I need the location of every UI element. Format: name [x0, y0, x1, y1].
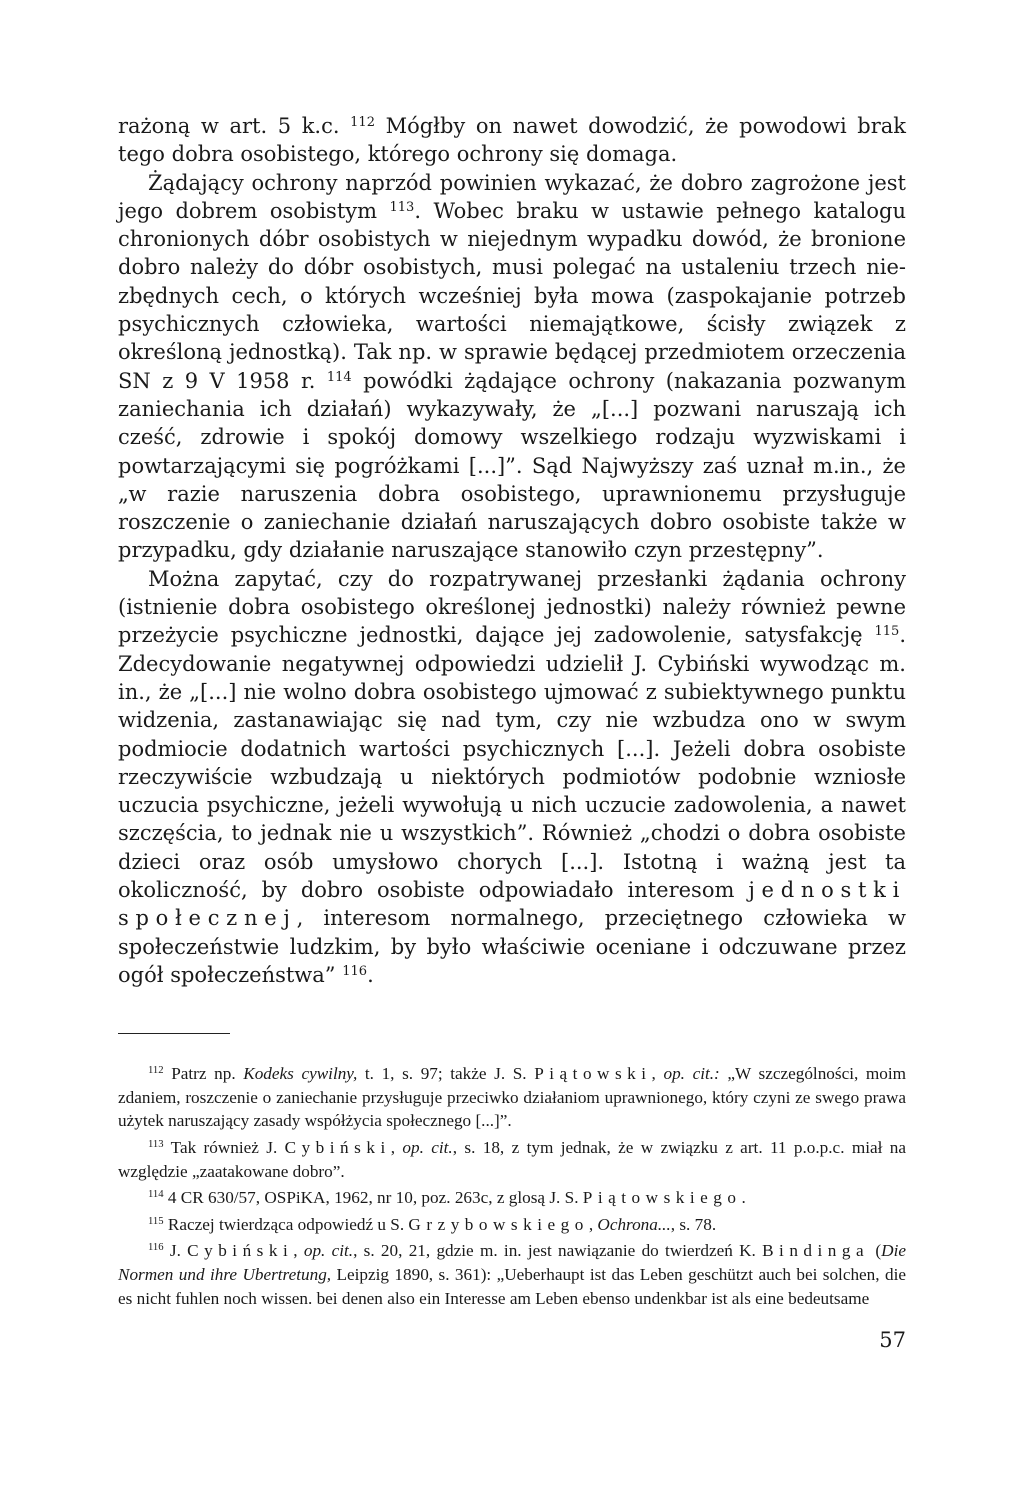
text-run: Można zapytać, czy do rozpatrywanej przesłanki żądania ochrony (istnienie dobra osobistego określonej jednostki) należy również pewne przeżycie psychiczne jednostki, dające jej zadowolenie, satysfakcję — [118, 566, 906, 648]
footnote-ref: 116 — [148, 1242, 164, 1254]
spaced-name: Piątowski — [534, 1064, 652, 1084]
text-run: , — [293, 1241, 304, 1261]
text-run: , — [390, 1137, 403, 1157]
text-column — [118, 112, 906, 1310]
text-run: Patrz np. — [163, 1064, 244, 1084]
text-run: , s. 18, z tym jednak, że w związku z art. 11 p.o.p.c. miał na względzie „zaatakowane dobro”. — [118, 1137, 906, 1181]
paragraph — [118, 112, 906, 169]
footnote-ref: 115 — [874, 624, 900, 640]
footnote-ref: 112 — [350, 114, 375, 130]
footnote — [118, 1186, 906, 1210]
paragraph — [118, 169, 906, 565]
text-run: , s. 20, 21, gdzie m. in. jest nawiązanie do twierdzeń K. — [353, 1241, 763, 1261]
footnote-ref: 114 — [148, 1189, 164, 1201]
text-run: ( — [869, 1241, 882, 1261]
text-run: , interesom normalnego, przeciętnego człowieka w społeczeństwie ludzkim, by było właściwie oceniane i odczuwane przez ogół społeczeństwa” — [118, 906, 906, 987]
text-run: J. — [163, 1241, 188, 1261]
footnote-separator — [118, 1033, 230, 1034]
spaced-name: jednostki społecznej — [118, 878, 906, 931]
text-run: „W szczególności, moim zdaniem, roszczenie o zaniechanie przysługuje przeciwko działaniom uprawnionego, który czyni ze swego prawa użytek naruszający zasady współżycia społecznego [...]”. — [118, 1064, 906, 1131]
spaced-name: Piątowskiego — [582, 1188, 742, 1208]
italic-text: op. cit. — [303, 1241, 354, 1261]
text-run: Żądający ochrony naprzód powinien wykazać, że dobro zagrożone jest jego dobrem osobistym — [118, 170, 906, 223]
text-run: , s. 78. — [670, 1214, 717, 1234]
italic-text: op. cit.: — [663, 1064, 720, 1084]
footnotes — [118, 1062, 906, 1310]
paragraph — [118, 565, 906, 989]
footnote-ref: 114 — [326, 369, 352, 385]
text-run: Mógłby on nawet dowodzić, że powodowi brak tego dobra osobistego, którego ochrony się domaga. — [118, 114, 906, 167]
text-run: rażoną w art. 5 k.c. — [118, 114, 351, 138]
text-run: Tak również J. — [163, 1137, 285, 1157]
spaced-name: Cybiński — [284, 1137, 391, 1157]
italic-text: op. cit. — [402, 1137, 453, 1157]
footnote-ref: 113 — [148, 1139, 164, 1151]
text-run: Raczej twierdząca odpowiedź u S. — [163, 1214, 409, 1234]
text-run: . — [741, 1188, 746, 1208]
text-run: . — [367, 962, 374, 987]
text-run: , — [588, 1214, 598, 1234]
text-run: . Wobec braku w ustawie pełnego katalogu chronionych dóbr osobistych w niejednym wypadku dowód, że bronione dobro należy do dóbr osobistych, musi polegać na ustaleniu trzech niezbędnych cech, o których wcześniej była mowa (zaspokajanie potrzeb psychicznych człowieka, wartości niemajątkowe, ścisły związek z określoną jednostką). Tak np. w sprawie będącej przedmiotem orzeczenia SN z 9 V 1958 r. — [118, 198, 906, 393]
spaced-name: Bindinga — [762, 1241, 870, 1261]
text-run: , — [651, 1064, 664, 1084]
italic-text: Die Normen und ihre Ubertretung, — [118, 1241, 906, 1284]
spaced-name: Grzybowskiego — [408, 1214, 589, 1234]
footnote — [118, 1213, 906, 1237]
italic-text: Kodeks cywilny, — [243, 1064, 358, 1084]
footnote-ref: 115 — [148, 1215, 164, 1227]
footnote — [118, 1136, 906, 1183]
text-run: 4 CR 630/57, OSPiKA, 1962, nr 10, poz. 263c, z glosą J. S. — [163, 1188, 583, 1208]
footnote-ref: 116 — [342, 963, 368, 979]
page-number: 57 — [879, 1328, 906, 1352]
footnote-ref: 112 — [148, 1065, 164, 1077]
footnote — [118, 1062, 906, 1133]
text-run: Leipzig 1890, s. 361): „Ueberhaupt ist das Leben geschützt auch bei solchen, die es nicht fuhlen noch wissen. bei denen also ein Interesse am Leben ebenso undenkbar ist als eine bedeutsame — [118, 1264, 906, 1308]
spaced-name: Cybiński — [187, 1241, 294, 1261]
text-run: powódki żądające ochrony (nakazania pozwanym zaniechania ich działań) wykazywały, że „[...] pozwani naruszają ich cześć, zdrowie i spokój domowy wszelkiego rodzaju wyzwiskami i powtarzającymi się pogróżkami [...]”. Sąd Najwyższy zaś uznał m.in., że „w razie naruszenia dobra osobistego, uprawnionemu przysługuje roszczenie o zaniechanie działań naruszających dobro osobiste także w przypadku, gdy działanie naruszające stanowiło czyn przestępny”. — [118, 368, 906, 563]
footnote-ref: 113 — [389, 199, 415, 215]
main-text — [118, 112, 906, 989]
text-run: . Zdecydowanie negatywnej odpowiedzi udzielił J. Cybiński wywodząc m. in., że „[...] nie wolno dobra osobistego ujmować z subiektywnego punktu widzenia, zastanawiając się nad tym, czy nie wzbudza ono w swym podmiocie dodatnich wartości psychicznych [...]. Jeżeli dobra osobiste rzeczywiście wzbudzają u niektórych podmiotów podobnie wzniosłe uczucia psychiczne, jeżeli wywołują u nich uczucie zadowolenia, a nawet szczęścia, to jednak nie u wszystkich”. Również „chodzi o dobra osobiste dzieci oraz osób umysłowo chorych [...]. Istotną i ważną jest ta okoliczność, by dobro osobiste odpowiadało interesom — [118, 623, 906, 903]
footnote — [118, 1239, 906, 1310]
italic-text: Ochrona... — [597, 1214, 671, 1234]
text-run: t. 1, s. 97; także J. S. — [357, 1064, 535, 1084]
